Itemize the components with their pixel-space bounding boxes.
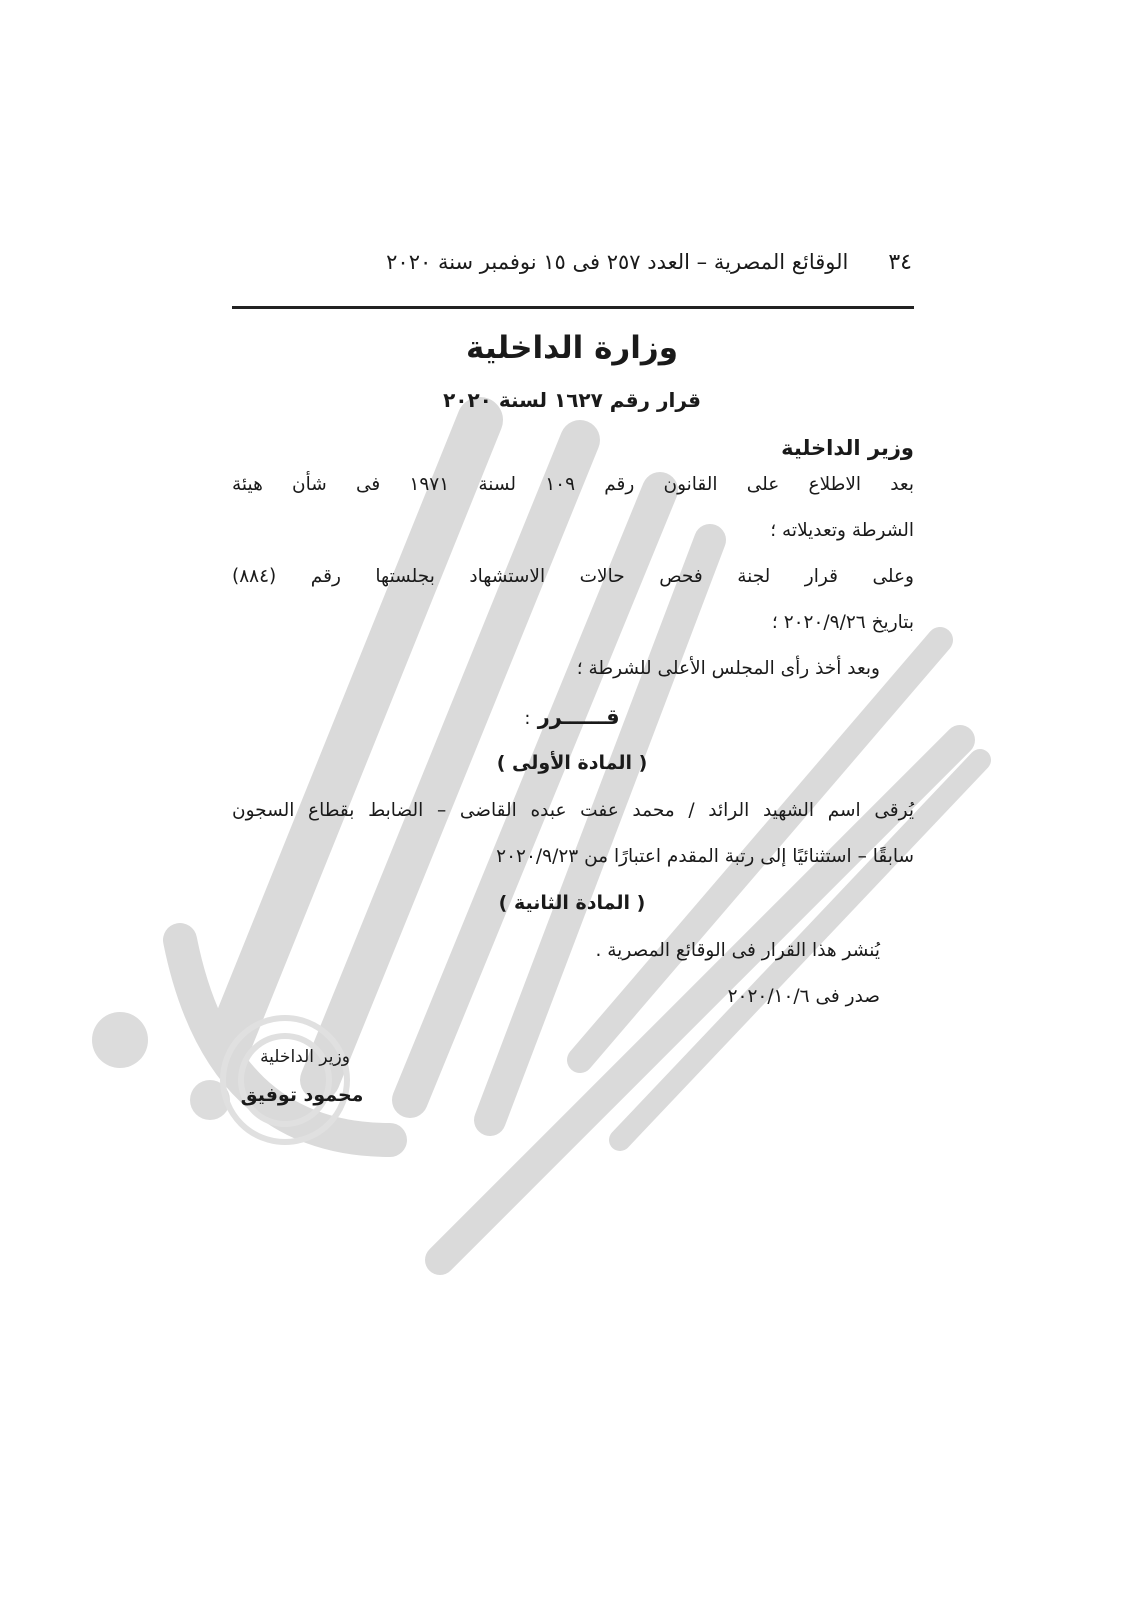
gazette-header-title: الوقائع المصرية – العدد ٢٥٧ فى ١٥ نوفمبر سنة ٢٠٢٠ [386, 250, 849, 274]
signature-title: وزير الداخلية [260, 1047, 350, 1067]
decided-word: قــــــرر [537, 705, 620, 729]
preamble-line-3: وعلى قرار لجنة فحص حالات الاستشهاد بجلستها رقم (٨٨٤) [232, 566, 914, 587]
decided-heading [232, 705, 912, 729]
issued-date: صدر فى ٢٠٢٠/١٠/٦ [727, 986, 880, 1007]
article-1-line-1: يُرقى اسم الشهيد الرائد / محمد عفت عبده القاضى – الضابط بقطاع السجون [232, 800, 914, 821]
running-header [232, 250, 912, 275]
article-2-heading: ( المادة الثانية ) [498, 892, 646, 914]
header-divider [232, 306, 914, 309]
article-2-line-1: يُنشر هذا القرار فى الوقائع المصرية . [595, 940, 880, 961]
preamble-line-4: بتاريخ ٢٠٢٠/٩/٢٦ ؛ [771, 612, 914, 633]
preamble-line-1: بعد الاطلاع على القانون رقم ١٠٩ لسنة ١٩٧١ فى شأن هيئة [232, 474, 915, 495]
article-1-heading: ( المادة الأولى ) [496, 752, 648, 774]
decree-title: قرار رقم ١٦٢٧ لسنة ٢٠٢٠ [443, 388, 701, 412]
ministry-title: وزارة الداخلية [466, 330, 678, 366]
minister-heading: وزير الداخلية [781, 436, 914, 460]
page-number: ٣٤ [888, 250, 912, 275]
article-1-line-2: سابقًا – استثنائيًا إلى رتبة المقدم اعتبارًا من ٢٠٢٠/٩/٢٣ [496, 846, 914, 867]
preamble-line-2: الشرطة وتعديلاته ؛ [770, 520, 914, 541]
decided-colon: : [524, 708, 531, 729]
preamble-line-5: وبعد أخذ رأى المجلس الأعلى للشرطة ؛ [576, 658, 880, 679]
signature-name: محمود توفيق [240, 1084, 364, 1106]
